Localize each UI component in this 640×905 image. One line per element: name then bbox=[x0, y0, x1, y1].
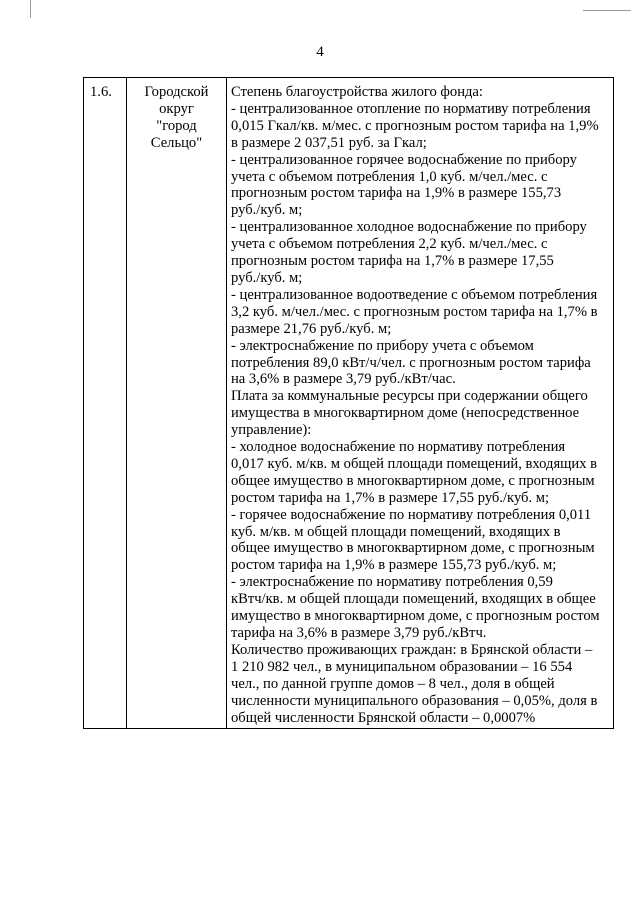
description-line: ростом тарифа на 1,7% в размере 17,55 руб./куб. м; bbox=[231, 489, 550, 506]
description-line: 1 210 982 чел., в муниципальном образовании – 16 554 bbox=[231, 658, 573, 675]
description-line: в размере 2 037,51 руб. за Гкал; bbox=[231, 134, 427, 151]
scan-edge-mark-left bbox=[30, 0, 31, 18]
municipality-cell bbox=[127, 78, 227, 729]
description-line: Степень благоустройства жилого фонда: bbox=[231, 84, 483, 100]
description-line: тарифа на 3,6% в размере 3,79 руб./кВтч. bbox=[231, 625, 487, 641]
description-line: 0,015 Гкал/кв. м/мес. с прогнозным ростом тарифа на 1,9% bbox=[231, 117, 599, 134]
description-line: - централизованное водоотведение с объемом потребления bbox=[231, 286, 598, 303]
municipality-line: Городской bbox=[144, 84, 209, 100]
description-line: - холодное водоснабжение по нормативу потребления bbox=[231, 439, 566, 456]
table-row bbox=[84, 78, 614, 729]
description-line: 3,2 куб. м/чел./мес. с прогнозным ростом тарифа на 1,7% в bbox=[231, 303, 598, 320]
document-table bbox=[83, 77, 614, 729]
description-line: размере 21,76 руб./куб. м; bbox=[231, 320, 392, 337]
description-line: на 3,6% в размере 3,79 руб./кВт/час. bbox=[231, 371, 456, 388]
description-line: потребления 89,0 кВт/ч/чел. с прогнозным ростом тарифа bbox=[231, 354, 591, 371]
municipality-line: "город bbox=[156, 117, 197, 134]
description-line: имущества в многоквартирном доме (непосредственное bbox=[231, 405, 580, 422]
description-line: прогнозным ростом тарифа на 1,7% в размере 17,55 bbox=[231, 253, 554, 270]
page-number: 4 bbox=[316, 44, 324, 60]
description-line: имущество в многоквартирном доме, с прогнозным ростом bbox=[231, 608, 600, 625]
description-line: общей численности Брянской области – 0,0007% bbox=[231, 709, 536, 726]
description-line: куб. м/кв. м общей площади помещений, входящих в bbox=[231, 523, 561, 540]
description-line: - горячее водоснабжение по нормативу потребления 0,011 bbox=[231, 506, 592, 523]
description-line: - электроснабжение по нормативу потребления 0,59 bbox=[231, 574, 553, 591]
description-line: общее имущество в многоквартирном доме, с прогнозным bbox=[231, 472, 595, 489]
row-number: 1.6. bbox=[84, 78, 127, 729]
description-line: Плата за коммунальные ресурсы при содержании общего bbox=[231, 388, 588, 405]
description-line: кВтч/кв. м общей площади помещений, входящих в общее bbox=[231, 591, 596, 608]
description-line: - централизованное отопление по нормативу потребления bbox=[231, 100, 591, 117]
description-line: - централизованное горячее водоснабжение по прибору bbox=[231, 151, 577, 168]
description-line: ростом тарифа на 1,9% в размере 155,73 руб./куб. м; bbox=[231, 557, 557, 574]
municipality-line: Сельцо" bbox=[150, 134, 203, 151]
municipality-line: округ bbox=[159, 100, 194, 117]
description-cell bbox=[227, 78, 614, 729]
description-line: прогнозным ростом тарифа на 1,9% в размере 155,73 bbox=[231, 185, 562, 202]
description-line: учета с объемом потребления 1,0 куб. м/чел./мес. с bbox=[231, 168, 548, 185]
description-line: - централизованное холодное водоснабжение по прибору bbox=[231, 219, 587, 236]
description-line: руб./куб. м; bbox=[231, 269, 303, 286]
description-line: чел., по данной группе домов – 8 чел., доля в общей bbox=[231, 675, 555, 692]
description-line: управление): bbox=[231, 422, 312, 439]
description-line: общее имущество в многоквартирном доме, с прогнозным bbox=[231, 540, 595, 557]
description-line: учета с объемом потребления 2,2 куб. м/чел./мес. с bbox=[231, 236, 548, 253]
description-line: руб./куб. м; bbox=[231, 202, 303, 219]
description-line: - электроснабжение по прибору учета с объемом bbox=[231, 337, 534, 354]
description-line: Количество проживающих граждан: в Брянской области – bbox=[231, 641, 593, 658]
description-line: 0,017 куб. м/кв. м общей площади помещений, входящих в bbox=[231, 455, 598, 472]
scan-edge-mark-right bbox=[583, 10, 631, 11]
description-line: численности муниципального образования – 0,05%, доля в bbox=[231, 692, 598, 709]
